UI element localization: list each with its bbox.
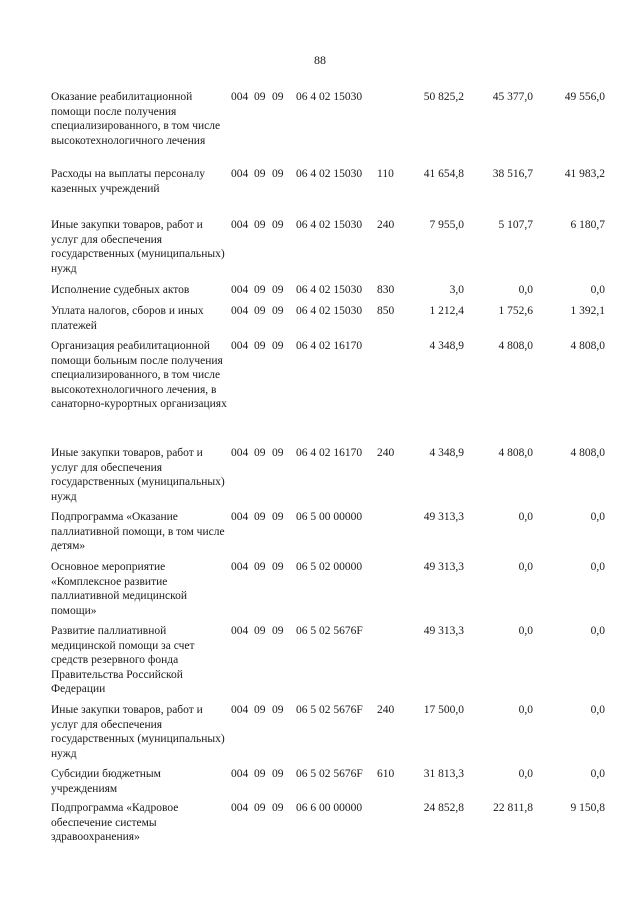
amount-year-3: 6 180,7 <box>570 219 605 231</box>
amount-year-1: 17 500,0 <box>423 704 464 716</box>
subsection-code: 09 <box>272 219 284 231</box>
target-article-code: 06 6 00 00000 <box>296 802 363 814</box>
subsection-code: 09 <box>272 305 284 317</box>
amount-year-2: 0,0 <box>518 284 533 296</box>
row-name: Уплата налогов, сборов и иных платежей <box>51 305 204 332</box>
target-article-code: 06 4 02 16170 <box>296 340 363 352</box>
amount-year-1: 49 313,3 <box>423 561 464 573</box>
amount-year-1: 49 313,3 <box>423 511 464 523</box>
amount-year-2: 1 752,6 <box>498 305 533 317</box>
amount-year-2: 45 377,0 <box>492 91 533 103</box>
ministry-code: 004 <box>231 340 249 352</box>
ministry-code: 004 <box>231 91 249 103</box>
amount-year-3: 4 808,0 <box>570 340 605 352</box>
target-article-code: 06 4 02 15030 <box>296 168 363 180</box>
row-name: Организация реабилитационной помощи больным после получения специализированного, в том числе высокотехнологичного лечения, в санаторно-курортных организациях <box>51 340 227 410</box>
amount-year-1: 50 825,2 <box>423 91 464 103</box>
ministry-code: 004 <box>231 219 249 231</box>
page-number: 88 <box>314 53 326 67</box>
section-code: 09 <box>254 768 266 780</box>
ministry-code: 004 <box>231 625 249 637</box>
section-code: 09 <box>254 511 266 523</box>
ministry-code: 004 <box>231 561 249 573</box>
expense-type-code: 850 <box>377 305 395 317</box>
expense-type-code: 240 <box>377 219 395 231</box>
row-name: Оказание реабилитационной помощи после получения специализированного, в том числе высокотехнологичного лечения <box>51 91 221 147</box>
subsection-code: 09 <box>272 340 284 352</box>
row-name: Иные закупки товаров, работ и услуг для обеспечения государственных (муниципальных) нужд <box>51 704 225 760</box>
target-article-code: 06 4 02 16170 <box>296 447 363 459</box>
expense-type-code: 240 <box>377 704 395 716</box>
ministry-code: 004 <box>231 704 249 716</box>
ministry-code: 004 <box>231 447 249 459</box>
expense-type-code: 110 <box>377 168 394 180</box>
subsection-code: 09 <box>272 447 284 459</box>
section-code: 09 <box>254 704 266 716</box>
row-name: Исполнение судебных актов <box>51 284 190 296</box>
row-name: Развитие паллиативной медицинской помощи за счет средств резервного фонда Правительства Российской Федерации <box>51 625 195 695</box>
amount-year-2: 22 811,8 <box>493 802 533 814</box>
amount-year-2: 5 107,7 <box>498 219 533 231</box>
subsection-code: 09 <box>272 768 284 780</box>
amount-year-1: 49 313,3 <box>423 625 464 637</box>
amount-year-2: 0,0 <box>518 511 533 523</box>
amount-year-2: 0,0 <box>518 768 533 780</box>
subsection-code: 09 <box>272 625 284 637</box>
row-name: Подпрограмма «Кадровое обеспечение системы здравоохранения» <box>51 802 179 843</box>
section-code: 09 <box>254 561 266 573</box>
amount-year-2: 0,0 <box>518 704 533 716</box>
subsection-code: 09 <box>272 168 284 180</box>
amount-year-1: 7 955,0 <box>429 219 464 231</box>
row-name: Основное мероприятие «Комплексное развитие паллиативной медицинской помощи» <box>51 561 188 617</box>
section-code: 09 <box>254 305 266 317</box>
target-article-code: 06 5 02 5676F <box>296 704 363 716</box>
amount-year-3: 49 556,0 <box>564 91 605 103</box>
row-name: Иные закупки товаров, работ и услуг для обеспечения государственных (муниципальных) нужд <box>51 219 225 275</box>
amount-year-3: 0,0 <box>590 625 605 637</box>
amount-year-2: 4 808,0 <box>498 447 533 459</box>
section-code: 09 <box>254 284 266 296</box>
subsection-code: 09 <box>272 284 284 296</box>
subsection-code: 09 <box>272 704 284 716</box>
amount-year-3: 0,0 <box>590 284 605 296</box>
target-article-code: 06 5 02 5676F <box>296 768 363 780</box>
section-code: 09 <box>254 219 266 231</box>
section-code: 09 <box>254 802 266 814</box>
amount-year-1: 31 813,3 <box>423 768 464 780</box>
target-article-code: 06 5 00 00000 <box>296 511 363 523</box>
ministry-code: 004 <box>231 768 249 780</box>
ministry-code: 004 <box>231 511 249 523</box>
ministry-code: 004 <box>231 802 249 814</box>
row-name: Расходы на выплаты персоналу казенных учреждений <box>51 168 205 195</box>
row-name: Иные закупки товаров, работ и услуг для обеспечения государственных (муниципальных) нужд <box>51 447 225 503</box>
amount-year-2: 4 808,0 <box>498 340 533 352</box>
subsection-code: 09 <box>272 511 284 523</box>
row-name: Подпрограмма «Оказание паллиативной помощи, в том числе детям» <box>51 511 225 552</box>
amount-year-2: 0,0 <box>518 561 533 573</box>
ministry-code: 004 <box>231 284 249 296</box>
amount-year-3: 0,0 <box>590 704 605 716</box>
target-article-code: 06 4 02 15030 <box>296 219 363 231</box>
expense-type-code: 240 <box>377 447 395 459</box>
amount-year-1: 1 212,4 <box>429 305 464 317</box>
amount-year-3: 1 392,1 <box>570 305 605 317</box>
target-article-code: 06 4 02 15030 <box>296 91 363 103</box>
amount-year-3: 4 808,0 <box>570 447 605 459</box>
target-article-code: 06 5 02 5676F <box>296 625 363 637</box>
amount-year-1: 24 852,8 <box>423 802 464 814</box>
amount-year-3: 0,0 <box>590 561 605 573</box>
amount-year-3: 9 150,8 <box>570 802 605 814</box>
ministry-code: 004 <box>231 305 249 317</box>
amount-year-3: 0,0 <box>590 768 605 780</box>
amount-year-2: 38 516,7 <box>492 168 533 180</box>
amount-year-1: 4 348,9 <box>429 340 464 352</box>
expense-type-code: 830 <box>377 284 395 296</box>
subsection-code: 09 <box>272 802 284 814</box>
section-code: 09 <box>254 168 266 180</box>
amount-year-3: 41 983,2 <box>564 168 605 180</box>
expense-type-code: 610 <box>377 768 395 780</box>
section-code: 09 <box>254 340 266 352</box>
target-article-code: 06 5 02 00000 <box>296 561 363 573</box>
amount-year-1: 4 348,9 <box>429 447 464 459</box>
amount-year-2: 0,0 <box>518 625 533 637</box>
section-code: 09 <box>254 91 266 103</box>
ministry-code: 004 <box>231 168 249 180</box>
section-code: 09 <box>254 625 266 637</box>
amount-year-3: 0,0 <box>590 511 605 523</box>
target-article-code: 06 4 02 15030 <box>296 284 363 296</box>
subsection-code: 09 <box>272 561 284 573</box>
target-article-code: 06 4 02 15030 <box>296 305 363 317</box>
subsection-code: 09 <box>272 91 284 103</box>
amount-year-1: 3,0 <box>449 284 464 296</box>
amount-year-1: 41 654,8 <box>423 168 464 180</box>
row-name: Субсидии бюджетным учреждениям <box>51 768 161 795</box>
section-code: 09 <box>254 447 266 459</box>
